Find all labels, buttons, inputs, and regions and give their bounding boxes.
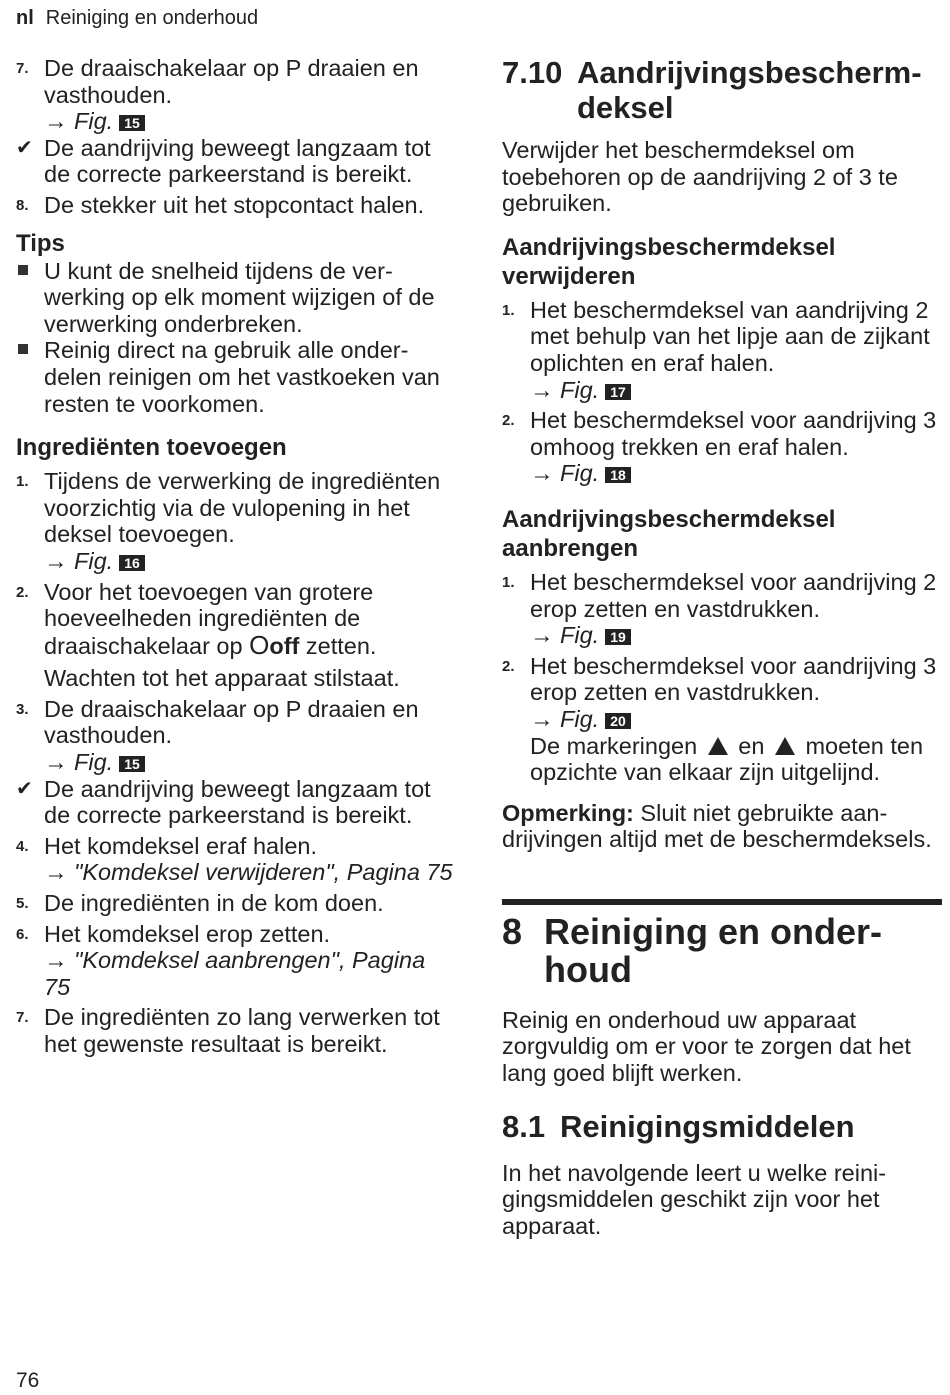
- bullet-icon: [18, 344, 28, 354]
- step-5-add-ingredients: 5. De ingrediënten in de kom doen.: [16, 890, 384, 917]
- step-7-park: [16, 55, 456, 135]
- arrow-icon: →: [530, 705, 554, 732]
- figure-reference: → Fig. 15: [44, 749, 145, 775]
- step-4-remove-lid: 4. Het komdeksel eraf halen. → "Komdeksel verwijderen", Pagina 75: [16, 832, 453, 886]
- left-column: [16, 55, 456, 1058]
- arrow-icon: →: [44, 547, 68, 574]
- right-column: [502, 55, 942, 1239]
- note: [502, 800, 942, 853]
- section-intro: In het navolgende leert u welke reinigingsmiddelen geschikt zijn voor het apparaat.: [502, 1159, 887, 1239]
- step-7-process: 7. De ingrediënten zo lang verwerken tot het gewenste resultaat is bereikt.: [16, 1004, 440, 1057]
- attach-step-1: 1. Het beschermdeksel voor aandrijving 2 erop zetten en vastdrukken. → Fig. 19: [502, 568, 937, 649]
- step-1-add: 1. Tijdens de verwerking de ingrediënten voorzichtig via de vulopening in het deksel toevoegen. → Fig. 16: [16, 468, 441, 574]
- remove-step-2: 2. Het beschermdeksel voor aandrijving 3 omhoog trekken en eraf halen. → Fig. 18: [502, 407, 937, 487]
- result-parking: [16, 135, 456, 188]
- check-icon: ✔: [16, 777, 33, 800]
- figure-reference: → Fig. 18: [530, 460, 631, 486]
- note-label: Opmerking:: [502, 799, 634, 826]
- figure-badge: 17: [605, 384, 631, 400]
- figure-badge: 20: [605, 713, 631, 729]
- step-note: Wachten tot het apparaat stilstaat.: [44, 665, 400, 692]
- step-number: 8.: [16, 196, 29, 214]
- step-3-park: 3. De draaischakelaar op P draaien en vasthouden. → Fig. 15: [16, 695, 419, 776]
- tip-item: U kunt de snelheid tijdens de verwerking op elk moment wijzigen of de verwerking onderbreken.: [16, 258, 456, 338]
- figure-reference: → Fig. 19: [530, 622, 631, 648]
- result-text: De aandrijving beweegt langzaam tot de correcte parkeerstand is bereikt.: [44, 134, 431, 188]
- section-8-1-heading: 8.1 Reinigingsmiddelen: [502, 1108, 855, 1144]
- figure-reference: → Fig. 15: [44, 108, 145, 134]
- tip-item: Reinig direct na gebruik alle onderdelen reinigen om het vastkoeken van resten te voorkomen.: [16, 337, 456, 417]
- check-icon: ✔: [16, 136, 33, 159]
- step-8-unplug: [16, 192, 456, 219]
- attach-heading: Aandrijvingsbeschermdeksel aanbrengen: [502, 505, 836, 562]
- cross-reference-link[interactable]: → "Komdeksel verwijderen", Pagina 75: [44, 859, 453, 886]
- chapter-divider: [502, 899, 942, 905]
- figure-badge: 15: [119, 756, 145, 772]
- figure-badge: 19: [605, 629, 631, 645]
- figure-badge: 18: [605, 467, 631, 483]
- figure-badge: 15: [119, 115, 145, 131]
- running-header: [16, 6, 258, 30]
- attach-step-2: 2. Het beschermdeksel voor aandrijving 3 erop zetten en vastdrukken. → Fig. 20 De markeringen en moeten ten opzichte van elkaar zijn uitgelijnd.: [502, 652, 937, 786]
- tips-heading: Tips: [16, 229, 65, 257]
- step-2-large: 2. Voor het toevoegen van grotere hoeveelheden ingrediënten de draaischakelaar op Ooff zetten. Wachten tot het apparaat stilstaat.: [16, 579, 456, 692]
- chapter-intro: Reinig en onderhoud uw apparaat zorgvuldig om er voor te zorgen dat het lang goed blijft werken.: [502, 1006, 911, 1087]
- step-text: De stekker uit het stopcontact halen.: [44, 191, 425, 218]
- arrow-icon: →: [530, 376, 554, 403]
- step-text: De draaischakelaar op P draaien en vasthouden.: [44, 55, 419, 108]
- triangle-marker-icon: [775, 737, 795, 755]
- header-title: Reiniging en onderhoud: [45, 7, 259, 29]
- remove-heading: Aandrijvingsbeschermdeksel verwijderen: [502, 233, 836, 290]
- section-intro: Verwijder het beschermdeksel om toebehoren op de aandrijving 2 of 3 te gebruiken.: [502, 137, 898, 217]
- cross-reference-link[interactable]: → "Komdeksel aanbrengen", Pagina 75: [44, 947, 426, 1000]
- chapter-8-heading: 8 Reiniging en onderhoud: [502, 910, 883, 990]
- arrow-icon: →: [44, 749, 68, 776]
- figure-reference: → Fig. 16: [44, 548, 145, 574]
- arrow-icon: →: [44, 947, 68, 974]
- ingredients-heading: Ingrediënten toevoegen: [16, 434, 287, 462]
- step-6-place-lid: 6. Het komdeksel erop zetten. → "Komdeksel aanbrengen", Pagina 75: [16, 920, 426, 1000]
- figure-reference: → Fig. 17: [530, 377, 631, 403]
- remove-step-1: 1. Het beschermdeksel van aandrijving 2 met behulp van het lipje aan de zijkant oplichten en eraf halen. → Fig. 17: [502, 296, 930, 403]
- page-number: 76: [16, 1369, 40, 1392]
- result-parking: ✔ De aandrijving beweegt langzaam tot de correcte parkeerstand is bereikt.: [16, 775, 431, 829]
- bullet-icon: [18, 265, 28, 275]
- arrow-icon: →: [44, 108, 68, 135]
- note-text: Sluit niet gebruikte aandrijvingen altijd met de beschermdeksels.: [502, 799, 932, 853]
- arrow-icon: →: [530, 460, 554, 487]
- figure-badge: 16: [119, 555, 145, 571]
- step-number: 7.: [16, 60, 29, 77]
- triangle-marker-icon: [708, 737, 728, 755]
- arrow-icon: →: [530, 622, 554, 649]
- arrow-icon: →: [44, 859, 68, 886]
- section-7-10-heading: 7.10 Aandrijvingsbeschermdeksel: [502, 55, 922, 125]
- figure-reference: → Fig. 20: [530, 706, 631, 732]
- off-symbol: O: [249, 629, 270, 660]
- language-code: nl: [16, 7, 34, 29]
